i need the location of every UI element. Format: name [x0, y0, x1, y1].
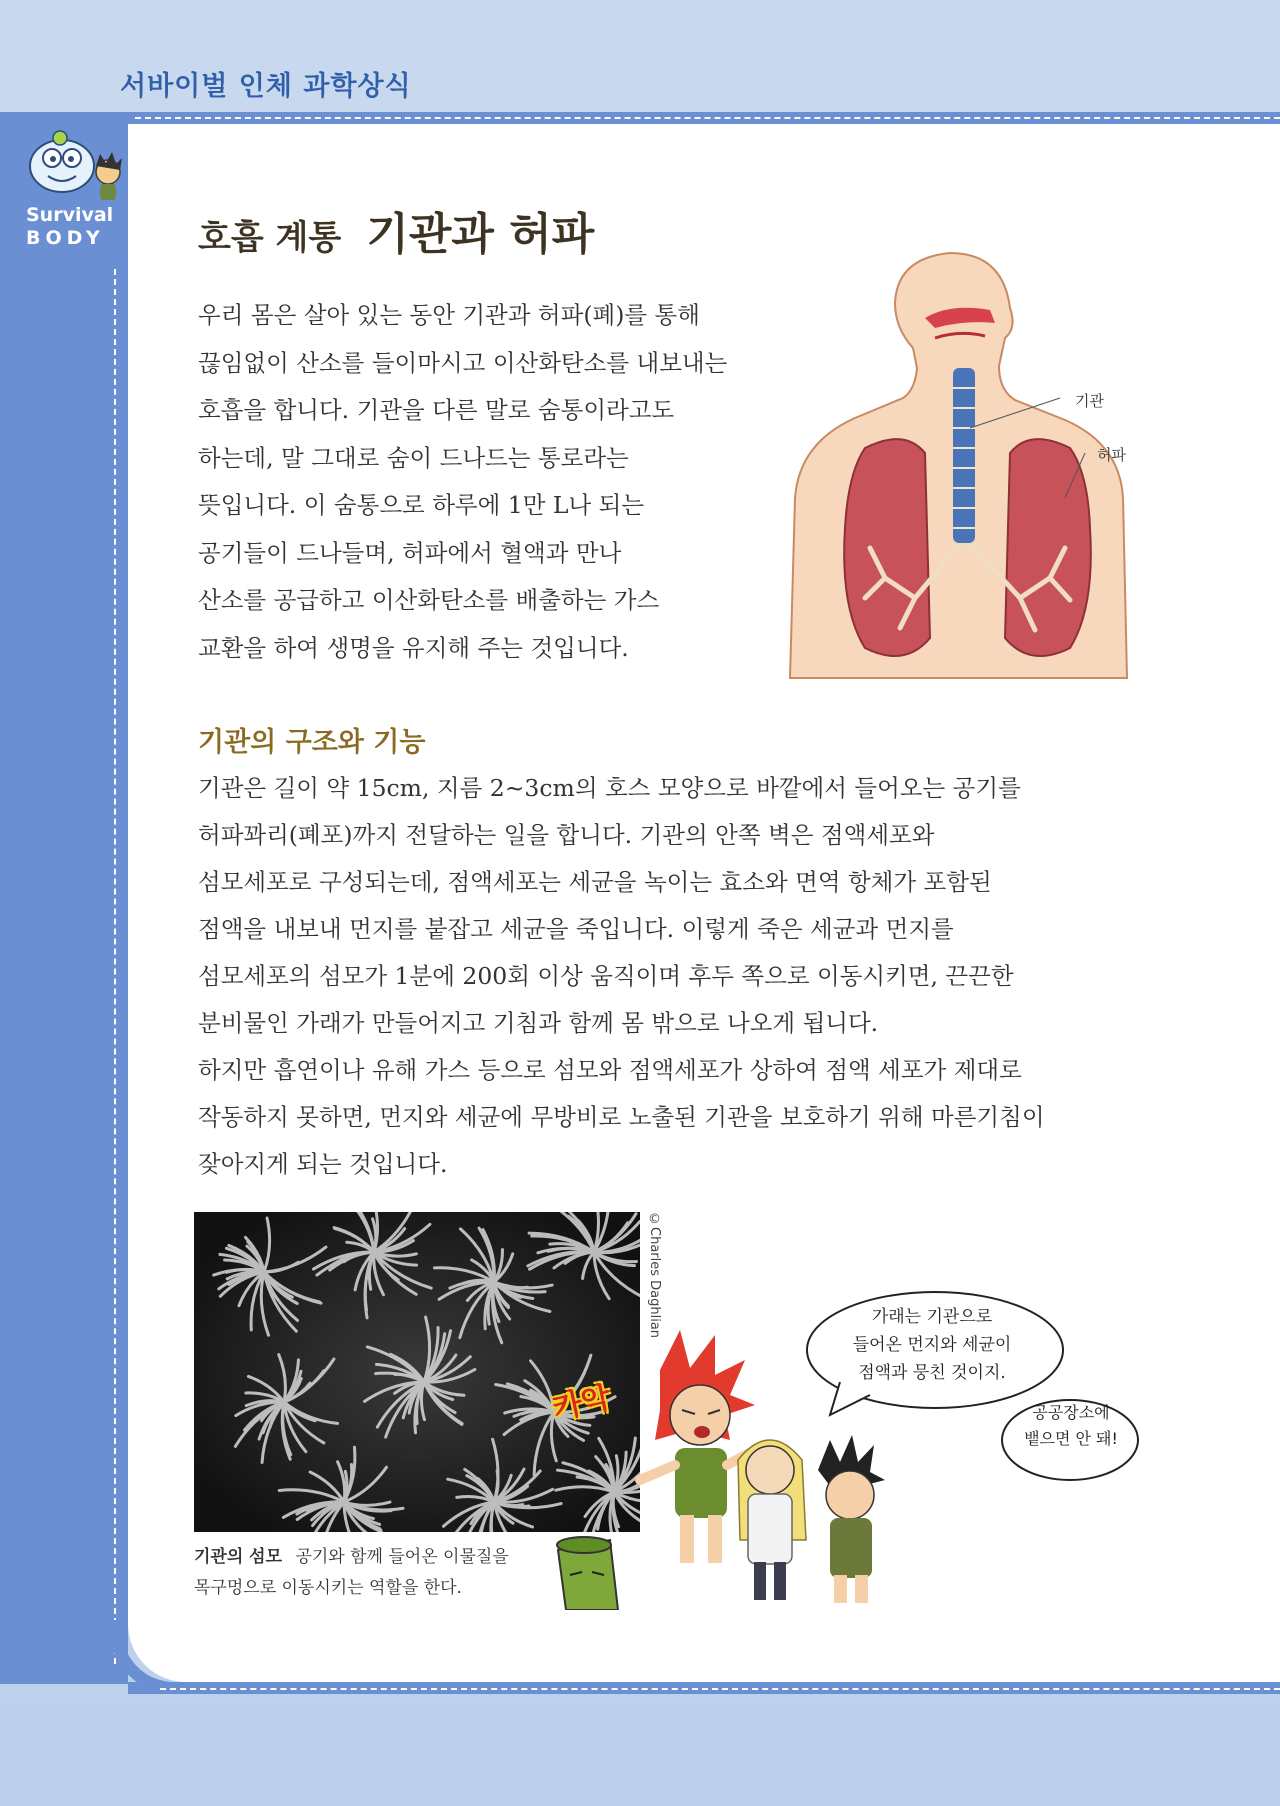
mascot-icon: [22, 128, 132, 204]
body-line: 섬모세포의 섬모가 1분에 200회 이상 움직이며 후두 쪽으로 이동시키면, 끈끈한: [198, 962, 1014, 990]
bubble-line: 가래는 기관으로: [871, 1307, 993, 1327]
bottom-dash: [160, 1688, 1280, 1690]
intro-line: 뜻입니다. 이 숨통으로 하루에 1만 L나 되는: [198, 491, 645, 519]
bubble-line: 들어온 먼지와 세균이: [852, 1335, 1012, 1355]
body-line: 기관은 길이 약 15cm, 지름 2~3cm의 호스 모양으로 바깥에서 들어오는 공기를: [198, 774, 1021, 802]
speech-bubble-1: [822, 1303, 1042, 1387]
body-line: 분비물인 가래가 만들어지고 기침과 함께 몸 밖으로 나오게 됩니다.: [198, 1009, 879, 1037]
respiratory-illustration: [785, 248, 1155, 690]
intro-line: 하는데, 말 그대로 숨이 드나드는 통로라는: [198, 443, 629, 472]
caption-title: 기관의 섬모: [194, 1547, 283, 1567]
section-title: [198, 198, 594, 262]
caption-line2: 목구멍으로 이동시키는 역할을 한다.: [194, 1578, 462, 1598]
caption-line1: 공기와 함께 들어온 이물질을: [295, 1547, 509, 1567]
side-label-line1: Survival: [26, 204, 114, 226]
intro-line: 공기들이 드나들며, 허파에서 혈액과 만나: [198, 538, 622, 567]
side-label-line2: BODY: [26, 226, 105, 249]
bubble-line: 점액과 뭉친 것이지.: [858, 1363, 1006, 1383]
diagram-label-trachea: 기관: [1075, 392, 1104, 410]
side-tab: [0, 124, 128, 1684]
body-line: 작동하지 못하면, 먼지와 세균에 무방비로 노출된 기관을 보호하기 위해 마른기침이: [198, 1103, 1045, 1131]
side-label: [26, 204, 113, 250]
intro-line: 산소를 공급하고 이산화탄소를 배출하는 가스: [198, 586, 660, 614]
speech-bubble-2: [1006, 1400, 1136, 1452]
body-line: 하지만 흡연이나 유해 가스 등으로 섬모와 점액세포가 상하여 점액 세포가 제대로: [198, 1056, 1022, 1084]
body-line: 잦아지게 되는 것입니다.: [198, 1150, 448, 1178]
bubble-line: 뱉으면 안 돼!: [1024, 1429, 1118, 1448]
photo-credit: ©Charles Daghlian: [647, 1212, 662, 1339]
sound-effect-text: 카악: [549, 1380, 614, 1427]
subsection-body: [198, 765, 1128, 1188]
respiratory-diagram: [785, 248, 1155, 690]
intro-paragraph: [198, 292, 798, 672]
intro-line: 우리 몸은 살아 있는 동안 기관과 허파(폐)를 통해: [198, 301, 700, 329]
running-header: 서바이벌 인체 과학상식: [120, 71, 412, 102]
intro-line: 끊임없이 산소를 들이마시고 이산화탄소를 내보내는: [198, 348, 728, 377]
body-line: 허파꽈리(폐포)까지 전달하는 일을 합니다. 기관의 안쪽 벽은 점액세포와: [198, 821, 935, 849]
section-title-main: 기관과 허파: [366, 209, 595, 260]
section-title-prefix: 호흡 계통: [198, 218, 342, 258]
intro-line: 교환을 하여 생명을 유지해 주는 것입니다.: [198, 633, 629, 662]
header-bar: [0, 112, 1280, 124]
intro-line: 호흡을 합니다. 기관을 다른 말로 숨통이라고도: [198, 396, 675, 424]
body-line: 섬모세포로 구성되는데, 점액세포는 세균을 녹이는 효소와 면역 항체가 포함된: [198, 868, 992, 896]
body-line: 점액을 내보내 먼지를 붙잡고 세균을 죽입니다. 이렇게 죽은 세균과 먼지를: [198, 915, 954, 943]
subsection-heading: 기관의 구조와 기능: [198, 727, 426, 758]
bubble-line: 공공장소에: [1032, 1403, 1110, 1422]
diagram-label-lung: 허파: [1097, 446, 1126, 464]
